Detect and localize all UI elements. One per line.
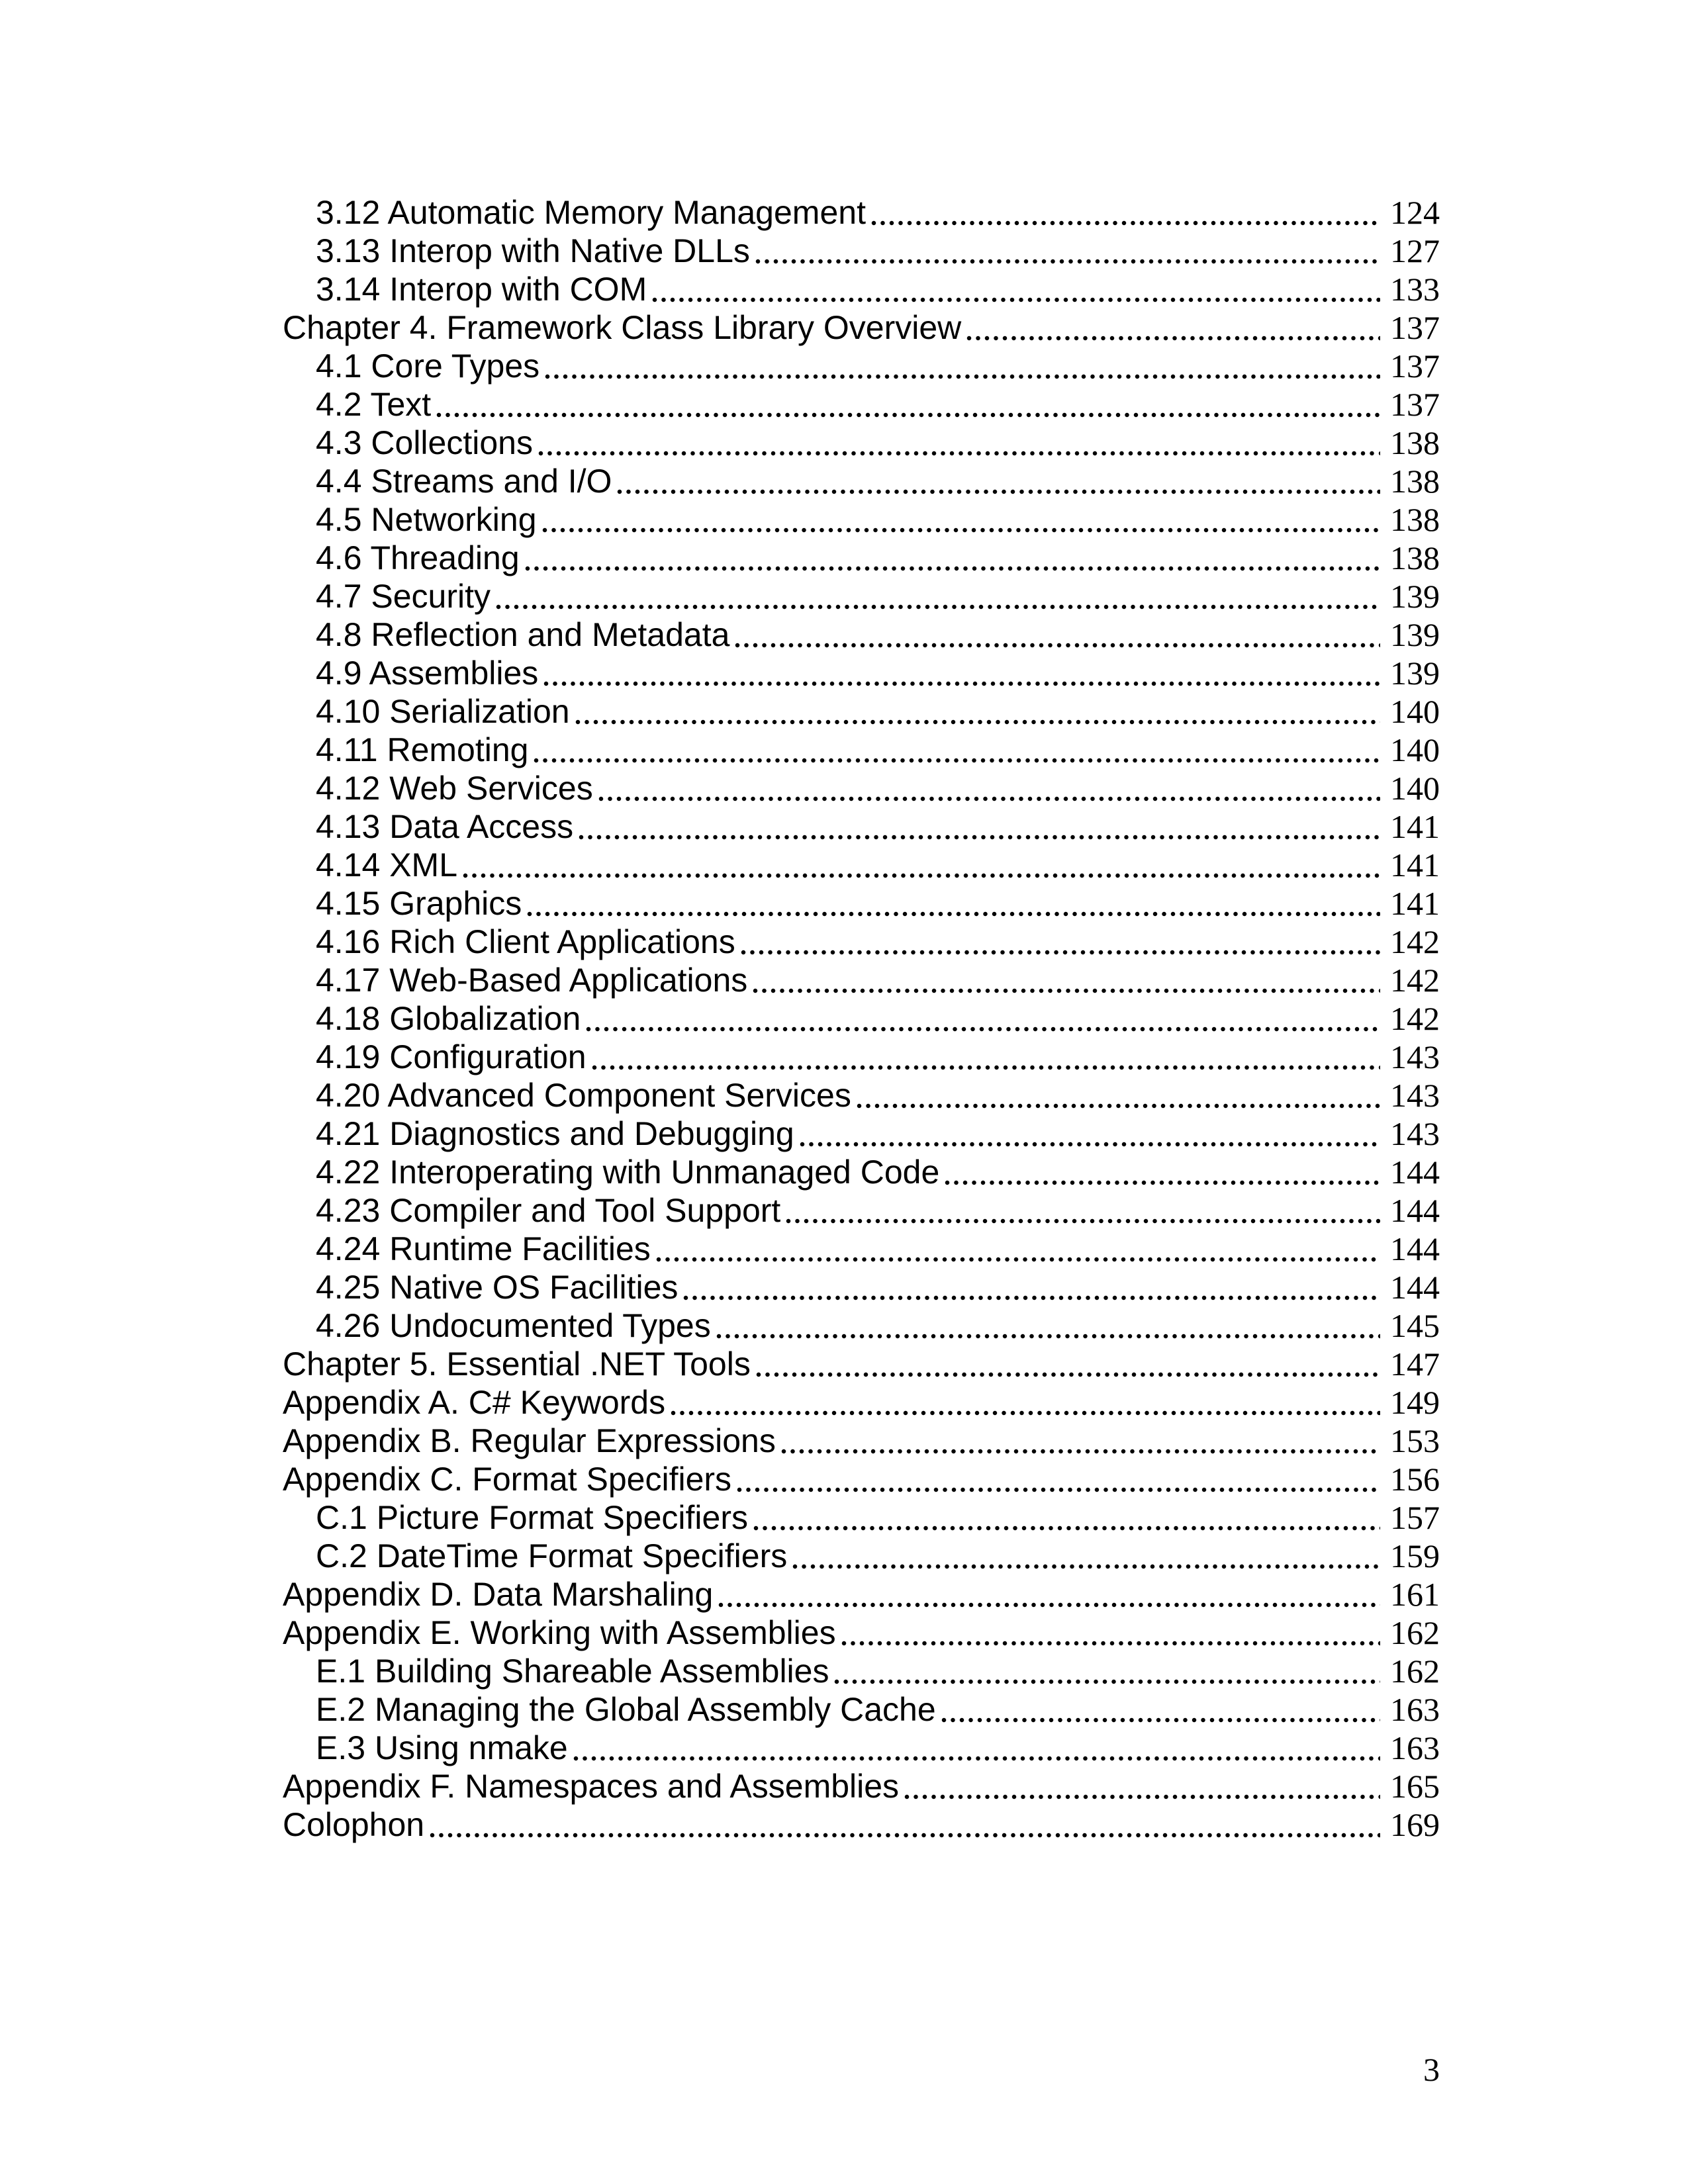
toc-entry-page-number: 137 (1390, 309, 1440, 346)
dot-leader (871, 220, 1380, 226)
dot-leader (683, 1295, 1380, 1300)
toc-entry (283, 1690, 1440, 1729)
dot-leader (579, 835, 1380, 840)
toc-entry (283, 1652, 1440, 1690)
toc-entry-title: Colophon (283, 1806, 425, 1843)
toc-entry-page-number: 144 (1390, 1154, 1440, 1191)
toc-entry-title: 4.21 Diagnostics and Debugging (316, 1115, 794, 1152)
toc-entry-title: 4.5 Networking (316, 501, 537, 538)
toc-entry-title: 4.9 Assemblies (316, 655, 539, 692)
toc-entry (283, 347, 1440, 385)
toc-entry (283, 1575, 1440, 1614)
toc-entry (283, 1153, 1440, 1191)
toc-entry-page-number: 139 (1390, 655, 1440, 692)
toc-entry-title: 4.7 Security (316, 578, 491, 615)
toc-entry (283, 1038, 1440, 1076)
toc-entry-title: Appendix C. Format Specifiers (283, 1461, 732, 1498)
toc-entry-page-number: 133 (1390, 271, 1440, 308)
toc-entry (283, 1729, 1440, 1767)
toc-entry (283, 1498, 1440, 1537)
toc-entry-page-number: 137 (1390, 347, 1440, 385)
toc-entry-page-number: 138 (1390, 539, 1440, 576)
toc-entry-title: 4.3 Collections (316, 424, 533, 461)
page-footer (283, 2050, 1440, 2089)
toc-entry (283, 884, 1440, 923)
toc-entry-page-number: 144 (1390, 1269, 1440, 1306)
toc-entry (283, 1268, 1440, 1306)
toc-entry-title: 4.4 Streams and I/O (316, 463, 612, 500)
toc-entry-title: Chapter 5. Essential .NET Tools (283, 1345, 751, 1383)
toc-entry-title: Appendix B. Regular Expressions (283, 1422, 776, 1459)
toc-entry-title: E.1 Building Shareable Assemblies (316, 1653, 829, 1690)
toc-entry (283, 500, 1440, 539)
dot-leader (592, 1065, 1380, 1070)
toc-entry-title: 4.25 Native OS Facilities (316, 1269, 679, 1306)
toc-entry-title: 4.10 Serialization (316, 693, 570, 730)
toc-entry (283, 385, 1440, 424)
toc-entry-title: 4.2 Text (316, 386, 432, 423)
dot-leader (786, 1218, 1380, 1224)
toc-entry-page-number: 169 (1390, 1806, 1440, 1843)
toc-entry-title: 4.6 Threading (316, 539, 520, 576)
table-of-contents (283, 193, 1440, 1844)
dot-leader (718, 1602, 1380, 1608)
toc-entry-page-number: 140 (1390, 693, 1440, 730)
toc-entry-title: Appendix D. Data Marshaling (283, 1576, 714, 1613)
toc-entry (283, 1422, 1440, 1460)
toc-entry (283, 424, 1440, 462)
toc-entry-page-number: 159 (1390, 1537, 1440, 1574)
toc-entry-title: E.2 Managing the Global Assembly Cache (316, 1691, 936, 1728)
toc-entry (283, 193, 1440, 232)
toc-entry (283, 846, 1440, 884)
toc-entry-title: 4.23 Compiler and Tool Support (316, 1192, 781, 1229)
toc-entry-title: 4.1 Core Types (316, 347, 540, 385)
toc-entry (283, 577, 1440, 615)
dot-leader (753, 1525, 1380, 1531)
toc-entry-title: 4.17 Web-Based Applications (316, 962, 748, 999)
toc-entry-page-number: 143 (1390, 1077, 1440, 1114)
toc-entry-page-number: 145 (1390, 1307, 1440, 1344)
dot-leader (716, 1334, 1380, 1339)
toc-entry-page-number: 156 (1390, 1461, 1440, 1498)
toc-entry (283, 999, 1440, 1038)
toc-entry-page-number: 142 (1390, 962, 1440, 999)
toc-entry-page-number: 165 (1390, 1768, 1440, 1805)
toc-entry-page-number: 142 (1390, 923, 1440, 960)
toc-entry-title: 4.16 Rich Client Applications (316, 923, 735, 960)
toc-entry (283, 270, 1440, 308)
dot-leader (534, 758, 1380, 763)
dot-leader (542, 527, 1381, 533)
dot-leader (735, 643, 1380, 648)
toc-entry-page-number: 138 (1390, 501, 1440, 538)
toc-entry-title: 4.13 Data Access (316, 808, 574, 845)
dot-leader (841, 1641, 1380, 1646)
toc-entry-page-number: 144 (1390, 1230, 1440, 1267)
dot-leader (496, 604, 1380, 610)
dot-leader (598, 796, 1380, 801)
toc-entry-page-number: 157 (1390, 1499, 1440, 1536)
toc-entry-page-number: 149 (1390, 1384, 1440, 1421)
toc-entry-page-number: 140 (1390, 731, 1440, 768)
dot-leader (966, 336, 1380, 341)
toc-entry (283, 1460, 1440, 1498)
toc-entry-page-number: 140 (1390, 770, 1440, 807)
toc-entry (283, 1767, 1440, 1805)
toc-entry (283, 308, 1440, 347)
toc-entry-page-number: 138 (1390, 424, 1440, 461)
toc-entry (283, 1383, 1440, 1422)
toc-entry (283, 462, 1440, 500)
toc-entry-title: 4.14 XML (316, 846, 458, 884)
toc-entry (283, 232, 1440, 270)
toc-entry-page-number: 142 (1390, 1000, 1440, 1037)
dot-leader (753, 988, 1380, 993)
toc-entry-title: 4.26 Undocumented Types (316, 1307, 711, 1344)
toc-entry-title: Appendix E. Working with Assemblies (283, 1614, 836, 1651)
dot-leader (586, 1026, 1380, 1032)
toc-entry (283, 807, 1440, 846)
dot-leader (463, 873, 1380, 878)
toc-entry-page-number: 161 (1390, 1576, 1440, 1613)
toc-entry (283, 769, 1440, 807)
toc-entry (283, 1191, 1440, 1230)
dot-leader (543, 681, 1380, 686)
toc-entry-page-number: 139 (1390, 616, 1440, 653)
dot-leader (573, 1756, 1380, 1761)
toc-entry-page-number: 163 (1390, 1729, 1440, 1766)
toc-entry (283, 539, 1440, 577)
toc-entry (283, 1345, 1440, 1383)
dot-leader (945, 1180, 1380, 1185)
toc-entry-title: Chapter 4. Framework Class Library Overview (283, 309, 962, 346)
toc-entry-title: 3.13 Interop with Native DLLs (316, 232, 750, 269)
toc-entry-title: C.2 DateTime Format Specifiers (316, 1537, 788, 1574)
toc-entry (283, 1230, 1440, 1268)
dot-leader (436, 412, 1380, 418)
toc-entry-page-number: 141 (1390, 846, 1440, 884)
dot-leader (652, 297, 1380, 302)
toc-entry-page-number: 139 (1390, 578, 1440, 615)
toc-entry (283, 1115, 1440, 1153)
toc-entry-title: Appendix F. Namespaces and Assemblies (283, 1768, 900, 1805)
dot-leader (545, 374, 1380, 379)
toc-entry-page-number: 143 (1390, 1038, 1440, 1075)
toc-entry-page-number: 144 (1390, 1192, 1440, 1229)
dot-leader (737, 1487, 1380, 1492)
toc-entry (283, 1614, 1440, 1652)
toc-entry-page-number: 138 (1390, 463, 1440, 500)
dot-leader (756, 1372, 1380, 1377)
dot-leader (527, 911, 1380, 917)
dot-leader (781, 1449, 1380, 1454)
toc-entry (283, 731, 1440, 769)
toc-entry-page-number: 162 (1390, 1614, 1440, 1651)
toc-entry-title: 4.12 Web Services (316, 770, 593, 807)
dot-leader (792, 1564, 1380, 1569)
toc-entry-title: 4.19 Configuration (316, 1038, 586, 1075)
dot-leader (941, 1717, 1380, 1723)
dot-leader (525, 566, 1380, 571)
toc-entry (283, 961, 1440, 999)
toc-entry-page-number: 143 (1390, 1115, 1440, 1152)
page-number: 3 (1423, 2051, 1440, 2088)
dot-leader (741, 950, 1380, 955)
toc-entry (283, 654, 1440, 692)
toc-entry-page-number: 147 (1390, 1345, 1440, 1383)
toc-entry-title: C.1 Picture Format Specifiers (316, 1499, 748, 1536)
toc-entry-page-number: 163 (1390, 1691, 1440, 1728)
toc-entry-title: Appendix A. C# Keywords (283, 1384, 666, 1421)
toc-entry (283, 692, 1440, 731)
dot-leader (755, 259, 1380, 264)
toc-entry-page-number: 124 (1390, 194, 1440, 231)
toc-entry-title: 4.24 Runtime Facilities (316, 1230, 651, 1267)
toc-entry (283, 923, 1440, 961)
dot-leader (575, 719, 1380, 725)
toc-entry-page-number: 162 (1390, 1653, 1440, 1690)
dot-leader (656, 1257, 1380, 1262)
toc-entry-title: 4.15 Graphics (316, 885, 522, 922)
toc-entry (283, 1805, 1440, 1844)
dot-leader (904, 1794, 1380, 1799)
toc-entry (283, 1306, 1440, 1345)
dot-leader (430, 1833, 1380, 1838)
dot-leader (617, 489, 1380, 494)
toc-entry-title: 4.18 Globalization (316, 1000, 581, 1037)
toc-entry-page-number: 141 (1390, 885, 1440, 922)
toc-entry-page-number: 153 (1390, 1422, 1440, 1459)
toc-entry (283, 1537, 1440, 1575)
dot-leader (671, 1410, 1380, 1416)
toc-entry (283, 1076, 1440, 1115)
toc-entry-title: 3.12 Automatic Memory Management (316, 194, 866, 231)
toc-entry-title: E.3 Using nmake (316, 1729, 568, 1766)
toc-entry-page-number: 127 (1390, 232, 1440, 269)
toc-entry-title: 4.8 Reflection and Metadata (316, 616, 730, 653)
dot-leader (800, 1142, 1380, 1147)
toc-entry (283, 615, 1440, 654)
dot-leader (538, 451, 1380, 456)
toc-entry-title: 4.22 Interoperating with Unmanaged Code (316, 1154, 940, 1191)
toc-entry-page-number: 137 (1390, 386, 1440, 423)
toc-entry-title: 3.14 Interop with COM (316, 271, 647, 308)
toc-entry-title: 4.11 Remoting (316, 731, 529, 768)
dot-leader (857, 1103, 1380, 1109)
toc-entry-page-number: 141 (1390, 808, 1440, 845)
dot-leader (834, 1679, 1380, 1684)
toc-entry-title: 4.20 Advanced Component Services (316, 1077, 851, 1114)
